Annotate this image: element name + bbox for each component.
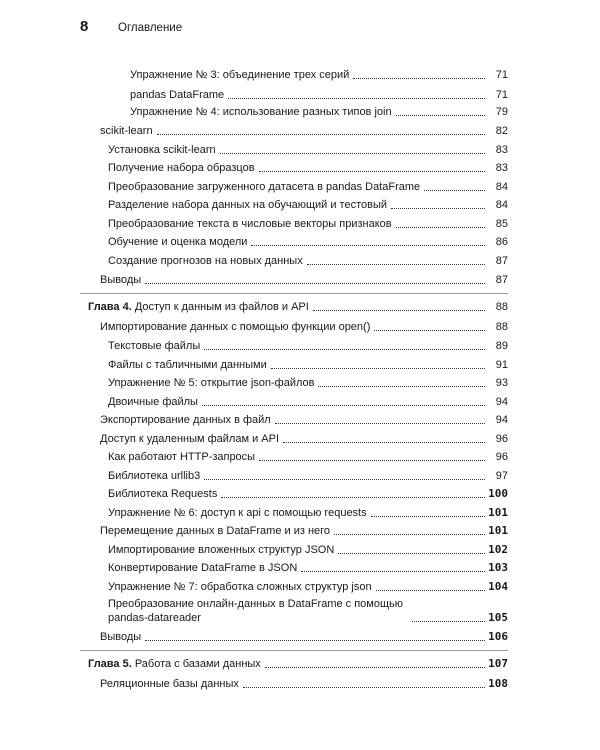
running-title: Оглавление xyxy=(118,22,183,34)
toc-entry: Двоичные файлы 94 xyxy=(108,396,508,408)
toc-chapter: Глава 5. Работа с базами данных 107 xyxy=(88,657,508,670)
chapter-divider xyxy=(80,293,508,294)
toc-entry: Импортирование вложенных структур JSON 102 xyxy=(108,543,508,556)
toc-entry: Упражнение № 5: открытие json-файлов 93 xyxy=(108,377,508,389)
toc-entry: pandas DataFrame 71 xyxy=(130,89,508,101)
toc-entry: Создание прогнозов на новых данных 87 xyxy=(108,255,508,267)
toc-section: Выводы 87 xyxy=(100,274,508,286)
toc-entry: Упражнение № 3: объединение трех серий 71 xyxy=(130,69,508,81)
toc-section: Выводы 106 xyxy=(100,630,508,643)
toc-entry: Текстовые файлы 89 xyxy=(108,340,508,352)
toc-entry: Разделение набора данных на обучающий и тестовый 84 xyxy=(108,199,508,211)
toc-section: scikit-learn 82 xyxy=(100,125,508,137)
toc-entry: Преобразование загруженного датасета в pandas DataFrame 84 xyxy=(108,181,508,193)
toc-entry: Преобразование онлайн-данных в DataFrame с помощью pandas-datareader 105 xyxy=(108,598,508,624)
chapter-divider xyxy=(80,650,508,651)
toc-entry: Библиотека urllib3 97 xyxy=(108,470,508,482)
toc-entry: Преобразование текста в числовые векторы признаков 85 xyxy=(108,218,508,230)
page-number: 8 xyxy=(80,18,89,35)
toc-chapter: Глава 4. Доступ к данным из файлов и API 88 xyxy=(88,301,508,313)
toc-entry: Упражнение № 6: доступ к api с помощью requests 101 xyxy=(108,506,508,519)
toc-entry: Упражнение № 4: использование разных типов join 79 xyxy=(130,106,508,118)
toc-entry: Обучение и оценка модели 86 xyxy=(108,236,508,248)
toc-entry: Конвертирование DataFrame в JSON 103 xyxy=(108,561,508,574)
toc-entry: Получение набора образцов 83 xyxy=(108,162,508,174)
toc-entry: Упражнение № 7: обработка сложных структур json 104 xyxy=(108,580,508,593)
toc-section: Доступ к удаленным файлам и API 96 xyxy=(100,433,508,445)
toc-entry: Как работают HTTP-запросы 96 xyxy=(108,451,508,463)
toc-entry: Библиотека Requests 100 xyxy=(108,487,508,500)
toc-section: Реляционные базы данных 108 xyxy=(100,677,508,690)
toc-section: Импортирование данных с помощью функции open() 88 xyxy=(100,321,508,333)
toc-entry: Файлы с табличными данными 91 xyxy=(108,359,508,371)
toc-section: Перемещение данных в DataFrame и из него 101 xyxy=(100,524,508,537)
toc-entry: Установка scikit-learn 83 xyxy=(108,144,508,156)
toc-section: Экспортирование данных в файл 94 xyxy=(100,414,508,426)
